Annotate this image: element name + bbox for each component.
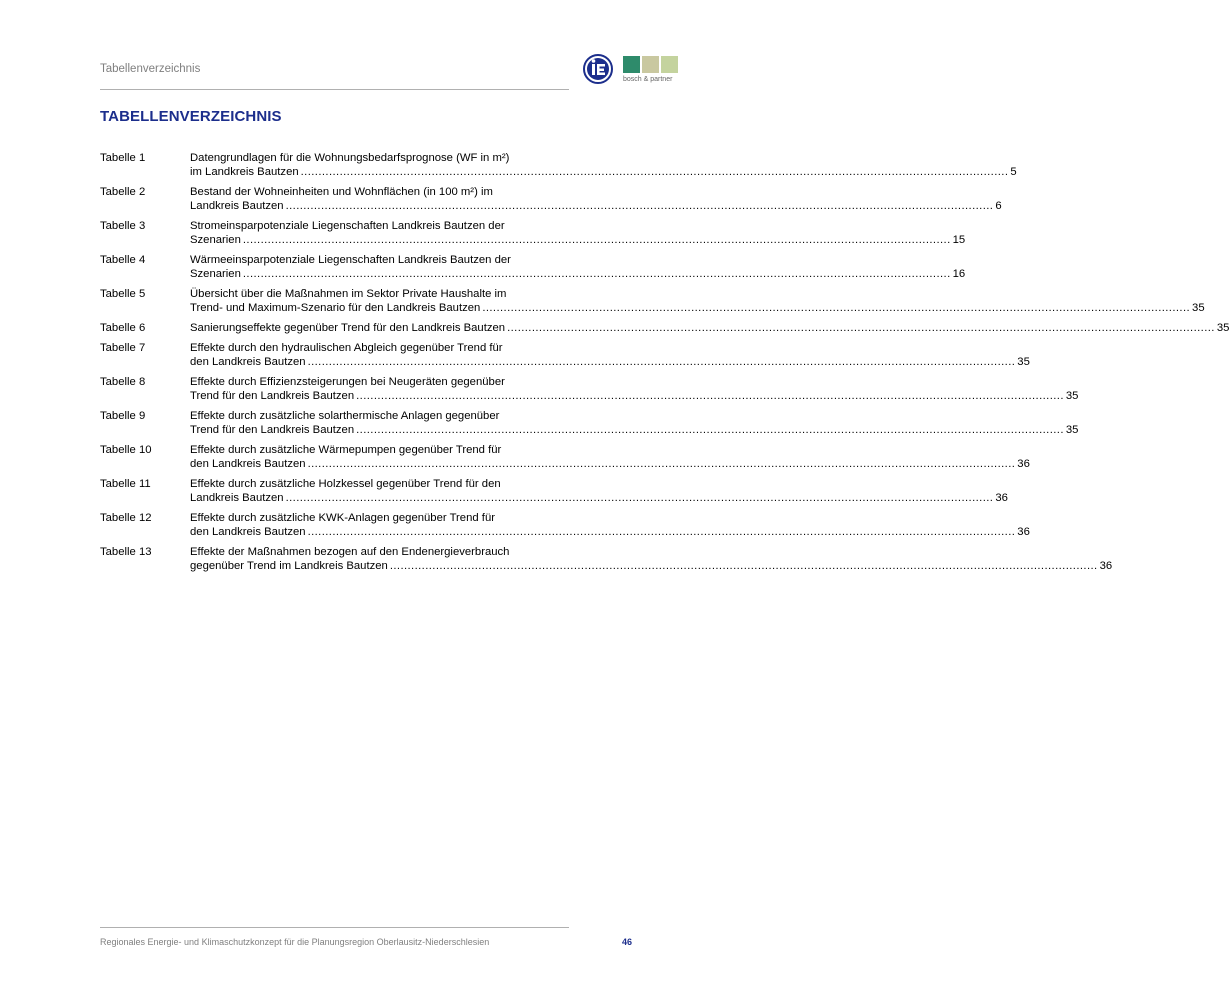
toc-entry-label: Tabelle 7 (100, 342, 146, 354)
toc-entry-title-line: Sanierungseffekte gegenüber Trend für den Landkreis Bautzen (190, 322, 506, 334)
toc-entry-page: 36 (1017, 458, 1030, 470)
toc-entry[interactable] (100, 511, 1030, 545)
toc-entry-title-line: Stromeinsparpotenziale Liegenschaften Landkreis Bautzen der (190, 220, 505, 232)
toc-entry-label: Tabelle 3 (100, 220, 146, 232)
toc-entry-label: Tabelle 9 (100, 410, 146, 422)
toc-entry-label: Tabelle 2 (100, 186, 146, 198)
toc-entry[interactable] (100, 443, 1030, 477)
dot-leader: ........................................................................................................................................................................................................ (482, 302, 1191, 314)
toc-entry-label: Tabelle 1 (100, 152, 146, 164)
dot-leader: ........................................................................................................................................................................................................ (300, 166, 1009, 178)
toc-entry-page: 36 (1099, 560, 1113, 572)
toc-entry-page: 15 (952, 234, 966, 246)
toc-entry-title-line: gegenüber Trend im Landkreis Bautzen (190, 560, 388, 572)
toc-entry-title-line: Landkreis Bautzen (190, 492, 284, 504)
dot-leader: ........................................................................................................................................................................................................ (242, 234, 951, 246)
toc-entry-label: Tabelle 12 (100, 512, 152, 524)
dot-leader: ........................................................................................................................................................................................................ (356, 424, 1064, 436)
toc-entry-title-line: Effekte durch zusätzliche Wärmepumpen gegenüber Trend für (190, 444, 502, 456)
toc-entry-title-line: Landkreis Bautzen (190, 200, 284, 212)
toc-entry-label: Tabelle 13 (100, 546, 152, 558)
page-number: 46 (622, 937, 633, 947)
toc-entry-page: 5 (1010, 166, 1017, 178)
toc-entry-title-line: den Landkreis Bautzen (190, 526, 306, 538)
page-title: TABELLENVERZEICHNIS (100, 108, 282, 125)
toc-entry-page: 6 (995, 200, 1002, 212)
toc-entry-page: 35 (1017, 356, 1030, 368)
dot-leader: ........................................................................................................................................................................................................ (307, 458, 1016, 470)
toc-entry[interactable] (100, 185, 1002, 219)
header-title: Tabellenverzeichnis (100, 63, 201, 75)
toc-entry[interactable] (100, 545, 1113, 579)
dot-leader: ........................................................................................................................................................................................................ (307, 356, 1016, 368)
toc-entry-page: 35 (1216, 322, 1229, 334)
toc-entry[interactable] (100, 477, 1008, 511)
toc-entry[interactable] (100, 409, 1079, 443)
toc-entry-title-line: Szenarien (190, 268, 241, 280)
toc-entry-label: Tabelle 11 (100, 478, 151, 490)
toc-entry-title-line: Effekte durch Effizienzsteigerungen bei Neugeräten gegenüber (190, 376, 505, 388)
toc-entry-page: 35 (1192, 302, 1205, 314)
toc-entry[interactable] (100, 219, 966, 253)
toc-entry-title-line: Trend für den Landkreis Bautzen (190, 390, 355, 402)
header-divider (100, 89, 569, 90)
toc-entry[interactable] (100, 375, 1079, 409)
logo-square-green (623, 56, 640, 73)
dot-leader: ........................................................................................................................................................................................................ (307, 526, 1016, 538)
toc-entry-title-line: Übersicht über die Maßnahmen im Sektor Private Haushalte im (190, 288, 507, 300)
toc-entry-title-line: Effekte der Maßnahmen bezogen auf den Endenergieverbrauch (190, 546, 510, 558)
ifeu-logo-icon (583, 54, 613, 84)
logo-square-olive (642, 56, 659, 73)
toc-entry-title-line: Datengrundlagen für die Wohnungsbedarfsprognose (WF in m²) (190, 152, 510, 164)
toc-entry-label: Tabelle 4 (100, 254, 146, 266)
toc-entry-title-line: den Landkreis Bautzen (190, 356, 306, 368)
toc-entry[interactable] (100, 341, 1030, 375)
logo-square-sage (661, 56, 678, 73)
toc-entry-label: Tabelle 5 (100, 288, 146, 300)
dot-leader: ........................................................................................................................................................................................................ (507, 322, 1215, 334)
toc-entry-title-line: Effekte durch zusätzliche Holzkessel gegenüber Trend für den (190, 478, 501, 490)
footer-text: Regionales Energie- und Klimaschutzkonzept für die Planungsregion Oberlausitz-Niederschlesien (100, 937, 490, 947)
toc-entry-title-line: den Landkreis Bautzen (190, 458, 306, 470)
toc-entry-page: 35 (1065, 424, 1079, 436)
toc-entry[interactable] (100, 287, 1205, 321)
toc-entry-page: 36 (995, 492, 1008, 504)
dot-leader: ........................................................................................................................................................................................................ (285, 492, 994, 504)
partner-logo-text: bosch & partner (623, 76, 673, 83)
toc-entry-title-line: Effekte durch den hydraulischen Abgleich gegenüber Trend für (190, 342, 503, 354)
toc-entry[interactable] (100, 321, 1229, 341)
toc-entry-title-line: Effekte durch zusätzliche solarthermische Anlagen gegenüber (190, 410, 500, 422)
toc-entry-title-line: Szenarien (190, 234, 241, 246)
toc-entry-title-line: Trend für den Landkreis Bautzen (190, 424, 355, 436)
toc-entry-page: 35 (1065, 390, 1079, 402)
toc-entry-label: Tabelle 8 (100, 376, 146, 388)
dot-leader: ........................................................................................................................................................................................................ (356, 390, 1064, 402)
footer-divider (100, 927, 569, 928)
dot-leader: ........................................................................................................................................................................................................ (242, 268, 951, 280)
toc-entry-label: Tabelle 6 (100, 322, 146, 334)
table-of-tables (100, 151, 1229, 579)
toc-entry-title-line: Effekte durch zusätzliche KWK-Anlagen gegenüber Trend für (190, 512, 495, 524)
toc-entry-label: Tabelle 10 (100, 444, 152, 456)
dot-leader: ........................................................................................................................................................................................................ (389, 560, 1098, 572)
toc-entry-title-line: Wärmeeinsparpotenziale Liegenschaften Landkreis Bautzen der (190, 254, 511, 266)
toc-entry-page: 16 (952, 268, 966, 280)
toc-entry-title-line: im Landkreis Bautzen (190, 166, 299, 178)
toc-entry-title-line: Bestand der Wohneinheiten und Wohnflächen (in 100 m²) im (190, 186, 493, 198)
dot-leader: ........................................................................................................................................................................................................ (285, 200, 994, 212)
toc-entry-title-line: Trend- und Maximum-Szenario für den Landkreis Bautzen (190, 302, 481, 314)
bosch-partner-logo (623, 56, 679, 88)
toc-entry[interactable] (100, 151, 1017, 185)
toc-entry[interactable] (100, 253, 966, 287)
toc-entry-page: 36 (1017, 526, 1030, 538)
